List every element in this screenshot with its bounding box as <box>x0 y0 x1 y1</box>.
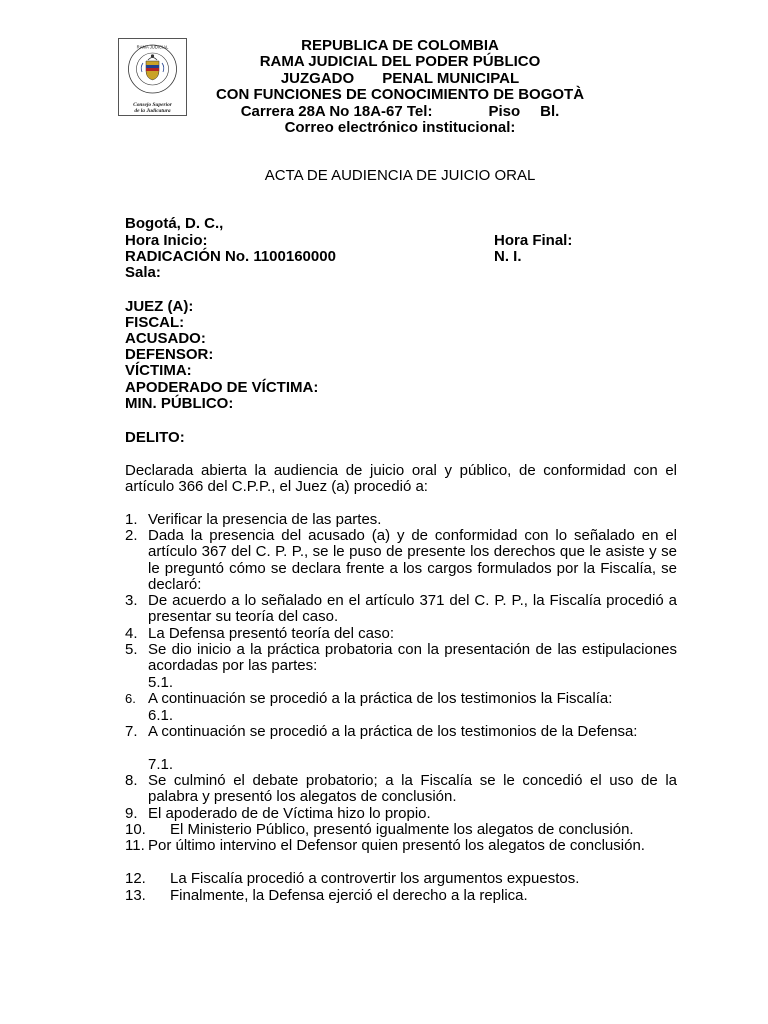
item-text: El Ministerio Público, presentó igualmente los alegatos de conclusión. <box>170 821 634 838</box>
delito-field: DELITO: <box>125 429 185 446</box>
svg-text:Consejo Superior: Consejo Superior <box>133 102 172 108</box>
list-item <box>125 642 677 675</box>
item-text: Se dio inicio a la práctica probatoria con la presentación de las estipulaciones acordadas por las partes: <box>148 641 677 675</box>
header-line-republica: REPUBLICA DE COLOMBIA <box>301 37 499 54</box>
item-number: 9. <box>125 805 138 822</box>
item-text: De acuerdo a lo señalado en el artículo 371 del C. P. P., la Fiscalía procedió a presentar su teoría del caso. <box>148 592 677 626</box>
item-number: 11. <box>125 837 145 854</box>
item-number: 4. <box>125 625 138 642</box>
item-number: 2. <box>125 527 138 544</box>
hora-final-field: Hora Final: <box>494 232 573 249</box>
item-number: 3. <box>125 592 138 609</box>
hora-inicio-field: Hora Inicio: <box>125 232 208 249</box>
bloque-label: Bl. <box>540 103 560 120</box>
consejo-superior-judicatura-logo <box>118 38 187 116</box>
list-item <box>125 593 677 626</box>
subitem-7-1: 7.1. <box>148 756 174 773</box>
item-number: 1. <box>125 511 138 528</box>
piso-label: Piso <box>488 103 521 120</box>
list-item <box>125 806 677 822</box>
acusado-field: ACUSADO: <box>125 330 206 347</box>
item-number: 6. <box>125 691 136 706</box>
address-label: Carrera 28A No 18A-67 Tel: <box>240 103 433 120</box>
svg-text:RAMA JUDICIAL: RAMA JUDICIAL <box>136 44 169 50</box>
ni-field: N. I. <box>494 248 522 265</box>
intro-paragraph: Declarada abierta la audiencia de juicio oral y público, de conformidad con el artículo 366 del C.P.P., el Juez (a) procedió a: <box>125 462 677 496</box>
item-text: A continuación se procedió a la práctica de los testimonios de la Defensa: <box>148 723 638 740</box>
header-line-rama-judicial: RAMA JUDICIAL DEL PODER PÚBLICO <box>259 53 541 70</box>
list-item <box>125 512 677 528</box>
radicacion-field: RADICACIÓN No. 1100160000 <box>125 248 336 265</box>
ministerio-publico-field: MIN. PÚBLICO: <box>125 395 234 412</box>
juzgado-label: JUZGADO <box>280 70 355 87</box>
header-line-correo: Correo electrónico institucional: <box>284 119 516 136</box>
list-item <box>125 888 677 904</box>
item-text: La Defensa presentó teoría del caso: <box>148 625 394 642</box>
list-item <box>125 528 677 593</box>
item-number: 7. <box>125 723 138 740</box>
juez-field: JUEZ (A): <box>125 298 194 315</box>
fiscal-field: FISCAL: <box>125 314 185 331</box>
item-number: 5. <box>125 641 138 658</box>
list-item <box>125 724 677 740</box>
apoderado-victima-field: APODERADO DE VÍCTIMA: <box>125 379 319 396</box>
list-item <box>125 838 677 854</box>
defensor-field: DEFENSOR: <box>125 346 214 363</box>
sala-field: Sala: <box>125 264 161 281</box>
victima-field: VÍCTIMA: <box>125 362 192 379</box>
item-text: Dada la presencia del acusado (a) y de conformidad con lo señalado en el artículo 367 del C. P. P., se le puso de presente los derechos que le asiste y se le preguntó cómo se declara frente a los cargos formulados por la Fiscalía, se declaró: <box>148 527 677 593</box>
list-item <box>125 773 677 806</box>
list-item <box>125 871 677 887</box>
svg-text:de la Judicatura: de la Judicatura <box>134 108 171 114</box>
subitem-6-1: 6.1. <box>148 707 174 724</box>
item-text: Se culminó el debate probatorio; a la Fiscalía se le concedió el uso de la palabra y presentó los alegatos de conclusión. <box>148 772 677 806</box>
item-text: Verificar la presencia de las partes. <box>148 511 382 528</box>
item-text: La Fiscalía procedió a controvertir los argumentos expuestos. <box>170 870 580 887</box>
item-number: 8. <box>125 772 138 789</box>
item-text: Finalmente, la Defensa ejerció el derecho a la replica. <box>170 887 528 904</box>
item-number: 13. <box>125 887 146 904</box>
document-title: ACTA DE AUDIENCIA DE JUICIO ORAL <box>264 167 536 184</box>
item-number: 10. <box>125 821 146 838</box>
subitem-5-1: 5.1. <box>148 674 174 691</box>
penal-municipal-label: PENAL MUNICIPAL <box>382 70 520 87</box>
city-field: Bogotá, D. C., <box>125 215 224 232</box>
list-item <box>125 626 677 642</box>
item-number: 12. <box>125 870 146 887</box>
item-text: El apoderado de de Víctima hizo lo propio. <box>148 805 431 822</box>
coat-of-arms-icon <box>119 39 186 115</box>
item-text: Por último intervino el Defensor quien presentó los alegatos de conclusión. <box>148 837 645 854</box>
item-text: A continuación se procedió a la práctica de los testimonios la Fiscalía: <box>148 690 613 707</box>
list-item <box>125 822 677 838</box>
list-item <box>125 691 677 707</box>
header-line-funciones: CON FUNCIONES DE CONOCIMIENTO DE BOGOTÀ <box>215 86 585 103</box>
